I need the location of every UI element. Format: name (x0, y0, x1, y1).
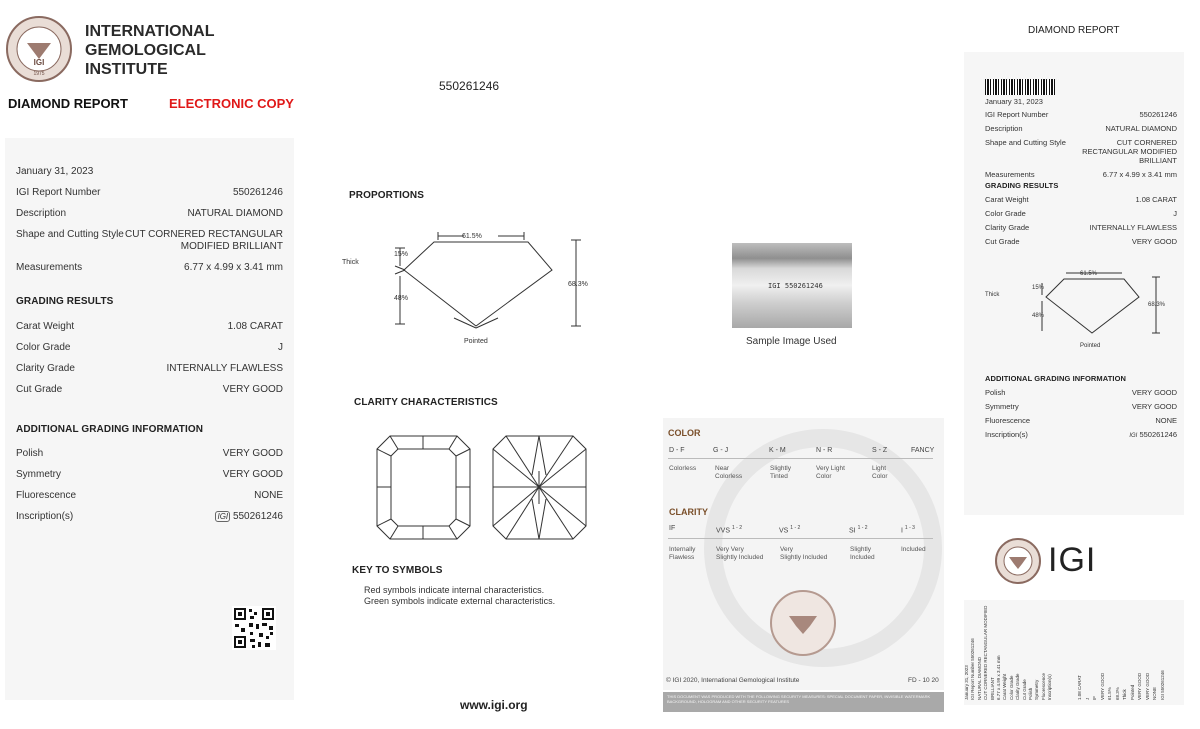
right-additional-value: VERY GOOD (1131, 388, 1177, 397)
right-detail-label: Shape and Cutting Style (985, 138, 1066, 147)
detail-label: Description (16, 208, 67, 219)
right-additional-label: Symmetry (985, 402, 1019, 411)
grading-value: J (278, 342, 283, 353)
vertical-line: Fluorescence (1040, 672, 1046, 700)
detail-label: IGI Report Number (16, 187, 101, 198)
proportions-heading: PROPORTIONS (349, 190, 424, 201)
key-line-green: Green symbols indicate external characteristics. (364, 596, 556, 606)
culet-label: Pointed (464, 338, 488, 345)
clarity-desc-vs (780, 546, 827, 562)
right-detail-value-line2: RECTANGULAR MODIFIED (1082, 147, 1177, 156)
clarity-desc-line: Very Very (716, 546, 744, 553)
color-scale-title: COLOR (668, 428, 701, 438)
additional-row (16, 490, 283, 502)
grading-value: VERY GOOD (222, 384, 283, 395)
right-detail-row (985, 170, 1177, 179)
color-desc-line: Very Light (816, 465, 845, 472)
vertical-line: NONE (1152, 686, 1157, 700)
detail-value-line1: CUT CORNERED RECTANGULAR (125, 229, 283, 240)
grading-label: Clarity Grade (16, 363, 75, 374)
report-title: DIAMOND REPORT (8, 96, 128, 111)
additional-row (16, 469, 283, 481)
right-grading-label: Color Grade (985, 209, 1026, 218)
color-grade-df: D - F (669, 447, 685, 454)
color-desc-line: Colorless (669, 465, 697, 472)
vertical-line: 6.77 x 4.99 x 3.41 mm (996, 655, 1002, 700)
vertical-line: Thick (1122, 689, 1127, 700)
right-detail-row (985, 138, 1177, 165)
vertical-line: VERY GOOD (1144, 672, 1150, 700)
right-detail-value: 550261246 (1139, 110, 1177, 119)
vertical-line: Clarity Grade (1015, 673, 1021, 700)
report-date: January 31, 2023 (16, 166, 94, 177)
seal-text: IGI (33, 58, 45, 67)
clarity-desc-line: Included (901, 546, 926, 553)
grading-value: INTERNALLY FLAWLESS (166, 363, 283, 374)
clarity-scale-title: CLARITY (669, 507, 708, 517)
vertical-line: Color Grade (1008, 675, 1014, 700)
grading-row (16, 342, 283, 354)
vertical-line: CUT CORNERED RECTANGULAR MODIFIED (983, 605, 989, 700)
right-report-title: DIAMOND REPORT (1028, 25, 1120, 36)
right-detail-label: Measurements (985, 170, 1035, 179)
girdle-label: Thick (342, 259, 359, 266)
clarity-grade-vvs: VVS $^{1 - 2}$ (716, 525, 742, 535)
additional-value: VERY GOOD (222, 448, 283, 459)
color-desc-gj (715, 465, 742, 481)
table-pct: 61.5% (462, 233, 482, 240)
right-girdle-label: Thick (985, 292, 1000, 298)
right-additional-row (985, 416, 1177, 425)
additional-label: Polish (16, 448, 44, 459)
color-desc-line: Light (872, 465, 887, 472)
color-desc-line: Colorless (715, 473, 743, 480)
sample-inscription-text: IGI 550261246 (768, 282, 823, 290)
additional-value: VERY GOOD (222, 469, 283, 480)
color-grade-gj: G - J (713, 447, 729, 454)
scales-panel (663, 418, 944, 690)
clarity-desc-vvs (716, 546, 763, 562)
clarity-desc-line: Slightly Included (780, 554, 828, 561)
right-additional-label: Inscription(s) (985, 430, 1028, 439)
clarity-desc-line: Very (780, 546, 794, 553)
clarity-grade-if: IF (669, 525, 676, 532)
clarity-desc-si (850, 546, 875, 562)
right-additional-value: VERY GOOD (1131, 402, 1177, 411)
clarity-grade-si: SI $^{1 - 2}$ (849, 525, 868, 535)
vertical-col1 (964, 600, 1054, 700)
additional-row (16, 448, 283, 460)
detail-label: Shape and Cutting Style (16, 229, 124, 240)
right-grading-value: VERY GOOD (1131, 237, 1177, 246)
color-desc-df (669, 465, 696, 473)
right-additional-grading (985, 388, 1177, 441)
depth-pct: 68.3% (568, 281, 588, 288)
right-additional-value: NONE (1155, 416, 1177, 425)
color-grade-sz: S - Z (872, 447, 888, 454)
right-grading-value: INTERNALLY FLAWLESS (1089, 223, 1177, 232)
grading-row (16, 321, 283, 333)
key-line-red: Red symbols indicate internal characteristics. (364, 585, 545, 595)
clarity-desc-i (901, 546, 926, 554)
color-desc-line: Color (816, 473, 832, 480)
color-grade-nr: N - R (816, 447, 833, 454)
security-text: THIS DOCUMENT WAS PRODUCED WITH THE FOLLOWING SECURITY MEASURES: SPECIAL DOCUMENT PAPER, INVISIBLE WATERMARK BACKGROUND, HOLOGRAM AND OTHER SECURITY FEATURES (667, 694, 931, 704)
grading-label: Color Grade (16, 342, 71, 353)
right-inscription-prefix: IGI (1129, 433, 1138, 439)
vertical-line: IGI Report Number 550261246 (970, 638, 976, 700)
right-pavilion-pct: 48% (1032, 313, 1045, 319)
right-detail-value (1082, 138, 1177, 165)
detail-row (16, 187, 283, 199)
right-additional-row (985, 388, 1177, 397)
clarity-characteristics-heading: CLARITY CHARACTERISTICS (354, 397, 498, 408)
grading-value: 1.08 CARAT (227, 321, 283, 332)
color-desc-km (770, 465, 791, 481)
right-grading-value: J (1173, 209, 1177, 218)
additional-label: Fluorescence (16, 490, 77, 501)
detail-value: 6.77 x 4.99 x 3.41 mm (184, 262, 283, 273)
right-report-date: January 31, 2023 (985, 97, 1043, 106)
right-grading-value: 1.08 CARAT (1135, 195, 1177, 204)
right-grading-label: Clarity Grade (985, 223, 1030, 232)
grading-row (16, 363, 283, 375)
clarity-desc-line: Slightly Included (716, 554, 764, 561)
vertical-line: IF (1092, 696, 1097, 700)
right-additional-heading: ADDITIONAL GRADING INFORMATION (985, 374, 1127, 383)
right-depth-pct: 68.3% (1148, 302, 1166, 308)
key-symbols-heading: KEY TO SYMBOLS (352, 565, 443, 576)
clarity-desc-line: Flawless (669, 554, 695, 561)
org-name-line2: GEMOLOGICAL (85, 42, 206, 59)
pavilion-pct: 48% (394, 295, 409, 302)
website-link[interactable]: www.igi.org (460, 698, 528, 712)
vertical-line: Cut Grade (1021, 679, 1027, 700)
additional-value: NONE (254, 490, 283, 501)
color-desc-line: Near (715, 465, 730, 472)
qr-code[interactable] (232, 606, 276, 650)
crown-pct: 15% (394, 251, 409, 258)
additional-label: Symmetry (16, 469, 61, 480)
detail-value-line2: MODIFIED BRILLIANT (180, 241, 283, 252)
grading-label: Carat Weight (16, 321, 75, 332)
color-desc-line: Slightly (770, 465, 791, 472)
clarity-desc-line: Internally (669, 546, 696, 553)
right-detail-row (985, 110, 1177, 119)
detail-row (16, 262, 283, 274)
igi-logo-text: IGI (1048, 541, 1097, 579)
vertical-line: NATURAL DIAMOND (976, 656, 982, 700)
right-grading-row (985, 237, 1177, 246)
right-detail-label: Description (985, 124, 1023, 133)
vertical-line: 61.5% (1107, 687, 1112, 700)
right-grading-heading: GRADING RESULTS (985, 181, 1059, 190)
clarity-grade-i: I $^{1 - 3}$ (901, 525, 915, 535)
vertical-line: Pointed (1129, 684, 1135, 700)
right-additional-row (985, 430, 1177, 441)
additional-grading-heading: ADDITIONAL GRADING INFORMATION (16, 424, 204, 435)
clarity-desc-if (669, 546, 695, 562)
color-desc-line: Tinted (770, 473, 788, 480)
right-detail-value: NATURAL DIAMOND (1105, 124, 1177, 133)
detail-row (16, 229, 283, 253)
left-report-panel (5, 138, 294, 700)
right-proportions-diagram (984, 265, 1179, 355)
grading-results-heading: GRADING RESULTS (16, 296, 114, 307)
report-number-top: 550261246 (439, 79, 500, 93)
detail-value: NATURAL DIAMOND (187, 208, 283, 219)
vertical-line: IGI 550261246 (1159, 670, 1165, 700)
vertical-col2 (1076, 600, 1166, 700)
right-additional-value (1129, 430, 1177, 441)
clarity-desc-line: Included (850, 554, 875, 561)
right-additional-label: Fluorescence (985, 416, 1031, 425)
right-inscription-number: 550261246 (1139, 430, 1177, 439)
clarity-plot-pavilion (492, 435, 587, 540)
right-grading-row (985, 195, 1177, 204)
barcode (985, 79, 1055, 95)
right-grading-label: Carat Weight (985, 195, 1029, 204)
diamond-profile (404, 242, 552, 326)
org-name-line1: INTERNATIONAL (85, 23, 215, 40)
sample-image-caption: Sample Image Used (746, 336, 837, 347)
vertical-mini-report (964, 600, 1184, 705)
color-grade-fancy: FANCY (911, 447, 935, 454)
sample-inscription-image (732, 243, 852, 328)
right-detail-value-line3: BRILLIANT (1139, 156, 1177, 165)
vertical-line: VERY GOOD (1099, 672, 1105, 700)
grading-label: Cut Grade (16, 384, 63, 395)
right-report-panel (964, 52, 1184, 515)
igi-seal-logo (5, 15, 73, 83)
right-crown-pct: 15% (1032, 285, 1045, 291)
vertical-line: Inscription(s) (1047, 674, 1053, 700)
seal-year: 1975 (33, 71, 45, 77)
additional-value (215, 511, 283, 523)
detail-row (16, 208, 283, 220)
vertical-line: BRILLIANT (989, 677, 995, 700)
additional-label: Inscription(s) (16, 511, 74, 522)
right-detail-value: 6.77 x 4.99 x 3.41 mm (1102, 170, 1177, 179)
inscription-prefix: IGI (217, 512, 229, 521)
igi-logo (994, 537, 1134, 585)
right-grading-results (985, 195, 1177, 246)
copyright-text: © IGI 2020, International Gemological Institute (666, 677, 800, 684)
inscription-number: 550261246 (232, 511, 283, 522)
additional-row (16, 511, 283, 523)
additional-grading (16, 448, 283, 523)
right-culet-label: Pointed (1080, 343, 1101, 349)
detail-label: Measurements (16, 262, 83, 273)
vertical-line: January 31, 2023 (964, 665, 969, 700)
color-desc-line: Color (872, 473, 888, 480)
right-report-details (985, 110, 1177, 179)
color-desc-nr (816, 465, 845, 481)
proportions-diagram (340, 222, 600, 352)
vertical-line: 68.3% (1114, 687, 1120, 700)
clarity-plot-crown (376, 435, 471, 540)
detail-value: 550261246 (232, 187, 283, 198)
grading-row (16, 384, 283, 396)
grading-results (16, 321, 283, 396)
org-name (85, 22, 214, 79)
org-name-line3: INSTITUTE (85, 61, 168, 78)
vertical-line: VERY GOOD (1137, 672, 1142, 700)
report-details (16, 187, 283, 274)
igi-logo-seal-icon (994, 537, 1042, 585)
right-table-pct: 61.5% (1080, 271, 1098, 277)
vertical-line: 1.08 CARAT (1077, 675, 1082, 700)
color-grade-km: K - M (769, 447, 786, 454)
right-grading-row (985, 209, 1177, 218)
clarity-desc-line: Slightly (850, 546, 871, 553)
clarity-grade-vs: VS $^{1 - 2}$ (779, 525, 801, 535)
vertical-line: J (1084, 697, 1090, 700)
security-strip (663, 692, 944, 712)
electronic-copy-label: ELECTRONIC COPY (169, 96, 294, 111)
right-additional-row (985, 402, 1177, 411)
right-grading-row (985, 223, 1177, 232)
color-desc-sz (872, 465, 888, 481)
vertical-line: Carat Weight (1002, 673, 1008, 700)
vertical-line: Symmetry (1034, 679, 1040, 700)
right-grading-label: Cut Grade (985, 237, 1020, 246)
form-code: FD - 10 20 (908, 677, 939, 684)
right-detail-label: IGI Report Number (985, 110, 1049, 119)
vertical-line: Polish (1028, 687, 1034, 700)
right-detail-row (985, 124, 1177, 133)
detail-value (125, 229, 283, 253)
right-additional-label: Polish (985, 388, 1006, 397)
right-detail-value-line1: CUT CORNERED (1116, 138, 1177, 147)
